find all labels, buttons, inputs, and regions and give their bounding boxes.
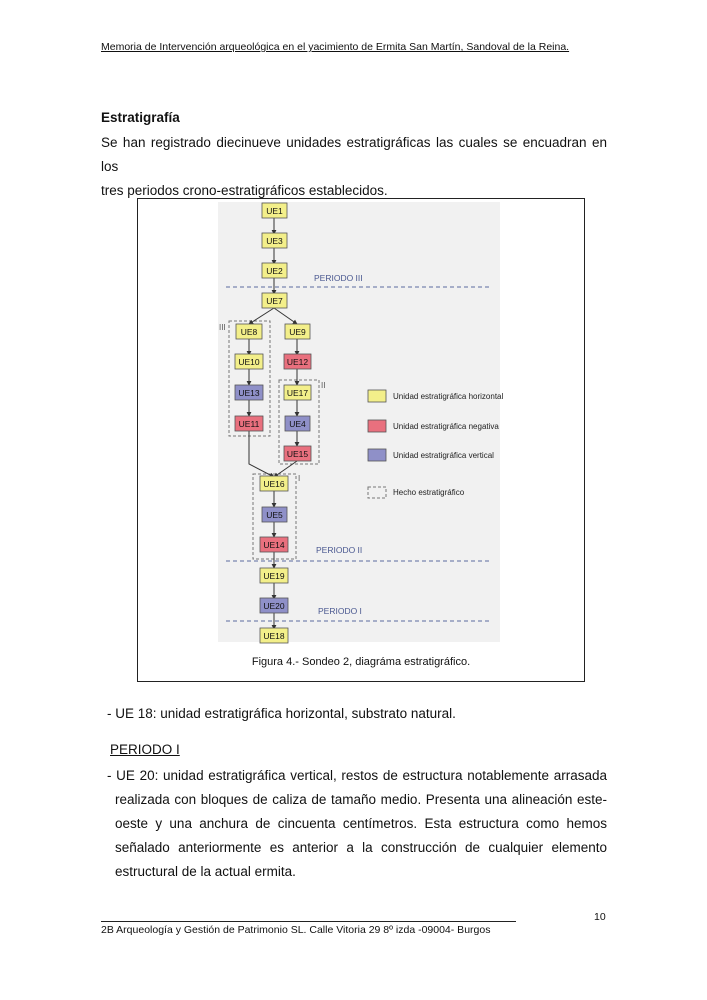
unit-ue19: [260, 568, 288, 583]
unit-ue20: [260, 598, 288, 613]
legend-swatch-vertical: [368, 449, 386, 461]
ue20-line-5: estructural de la actual ermita.: [115, 864, 296, 879]
legend-label-negativa: Unidad estratigráfica negativa: [393, 422, 499, 431]
unit-ue2: [262, 263, 287, 278]
ue18-description: - UE 18: unidad estratigráfica horizontal, substrato natural.: [107, 706, 456, 721]
intro-line-1: Se han registrado diecinueve unidades estratigráficas las cuales se encuadran en los: [101, 135, 607, 174]
unit-ue2-label: UE2: [266, 266, 283, 276]
unit-ue7-label: UE7: [266, 296, 283, 306]
unit-ue10: [235, 354, 263, 369]
ue20-line-2: realizada con bloques de caliza de tamaño medio. Presenta una alineación este-: [115, 792, 607, 807]
unit-ue17-label: UE17: [286, 388, 309, 398]
unit-ue19-label: UE19: [263, 571, 285, 581]
unit-ue12-label: UE12: [286, 357, 309, 367]
unit-ue16: [260, 476, 288, 491]
legend-label-vertical: Unidad estratigráfica vertical: [393, 451, 494, 460]
unit-ue5-label: UE5: [266, 510, 283, 520]
ue20-description: [107, 764, 607, 884]
unit-ue7: [262, 293, 287, 308]
unit-ue13-label: UE13: [238, 388, 260, 398]
section-title: Estratigrafía: [101, 110, 180, 125]
page-header: Memoria de Intervención arqueológica en el yacimiento de Ermita San Martín, Sandoval de la Reina.: [101, 41, 570, 53]
unit-ue8: [236, 324, 262, 339]
unit-ue14: [260, 537, 288, 552]
hecho-label-ii: II: [321, 381, 326, 390]
unit-ue3-label: UE3: [266, 236, 283, 246]
legend-swatch-horizontal: [368, 390, 386, 402]
legend-label-hecho: Hecho estratigráfico: [393, 488, 465, 497]
unit-ue15: [284, 446, 311, 461]
unit-ue17: [284, 385, 311, 400]
legend-label-horizontal: Unidad estratigráfica horizontal: [393, 392, 504, 401]
unit-ue3: [262, 233, 287, 248]
period-label-1: PERIODO I: [318, 606, 362, 616]
unit-ue20-label: UE20: [263, 601, 285, 611]
unit-ue10-label: UE10: [238, 357, 260, 367]
footer-divider: [101, 921, 516, 922]
periodo-i-title: PERIODO I: [110, 742, 180, 757]
unit-ue12: [284, 354, 311, 369]
intro-line-2: tres periodos crono-estratigráficos establecidos.: [101, 183, 388, 198]
ue20-line-3: oeste y una anchura de cincuenta centímetros. Esta estructura como hemos: [115, 816, 607, 831]
figure-caption: Figura 4.- Sondeo 2, diagráma estratigráfico.: [251, 656, 471, 668]
page-number: 10: [594, 911, 606, 923]
unit-ue18: [260, 628, 288, 643]
unit-ue15-label: UE15: [286, 449, 309, 459]
unit-ue18-label: UE18: [263, 631, 285, 641]
period-label-2: PERIODO II: [316, 545, 363, 555]
unit-ue14-label: UE14: [263, 540, 285, 550]
page-footer: 2B Arqueología y Gestión de Patrimonio SL. Calle Vitoria 29 8º izda -09004- Burgos: [101, 924, 491, 936]
unit-ue4-label: UE4: [289, 419, 306, 429]
unit-ue11: [235, 416, 263, 431]
unit-ue5: [262, 507, 287, 522]
ue20-line-1: - UE 20: unidad estratigráfica vertical, restos de estructura notablemente arrasada: [107, 768, 607, 783]
unit-ue11-label: UE11: [238, 419, 260, 429]
hecho-label-i: I: [298, 474, 301, 483]
unit-ue9: [285, 324, 310, 339]
unit-ue13: [235, 385, 263, 400]
unit-ue9-label: UE9: [289, 327, 306, 337]
unit-ue4: [285, 416, 310, 431]
unit-ue1: [262, 203, 287, 218]
legend-swatch-negativa: [368, 420, 386, 432]
unit-ue16-label: UE16: [263, 479, 285, 489]
unit-ue1-label: UE1: [266, 206, 283, 216]
unit-ue8-label: UE8: [240, 327, 258, 337]
period-label-3: PERIODO III: [314, 273, 363, 283]
hecho-label-iii: III: [219, 323, 226, 332]
ue20-line-4: señalado anteriormente es anterior a la construcción de cualquier elemento: [115, 840, 607, 855]
